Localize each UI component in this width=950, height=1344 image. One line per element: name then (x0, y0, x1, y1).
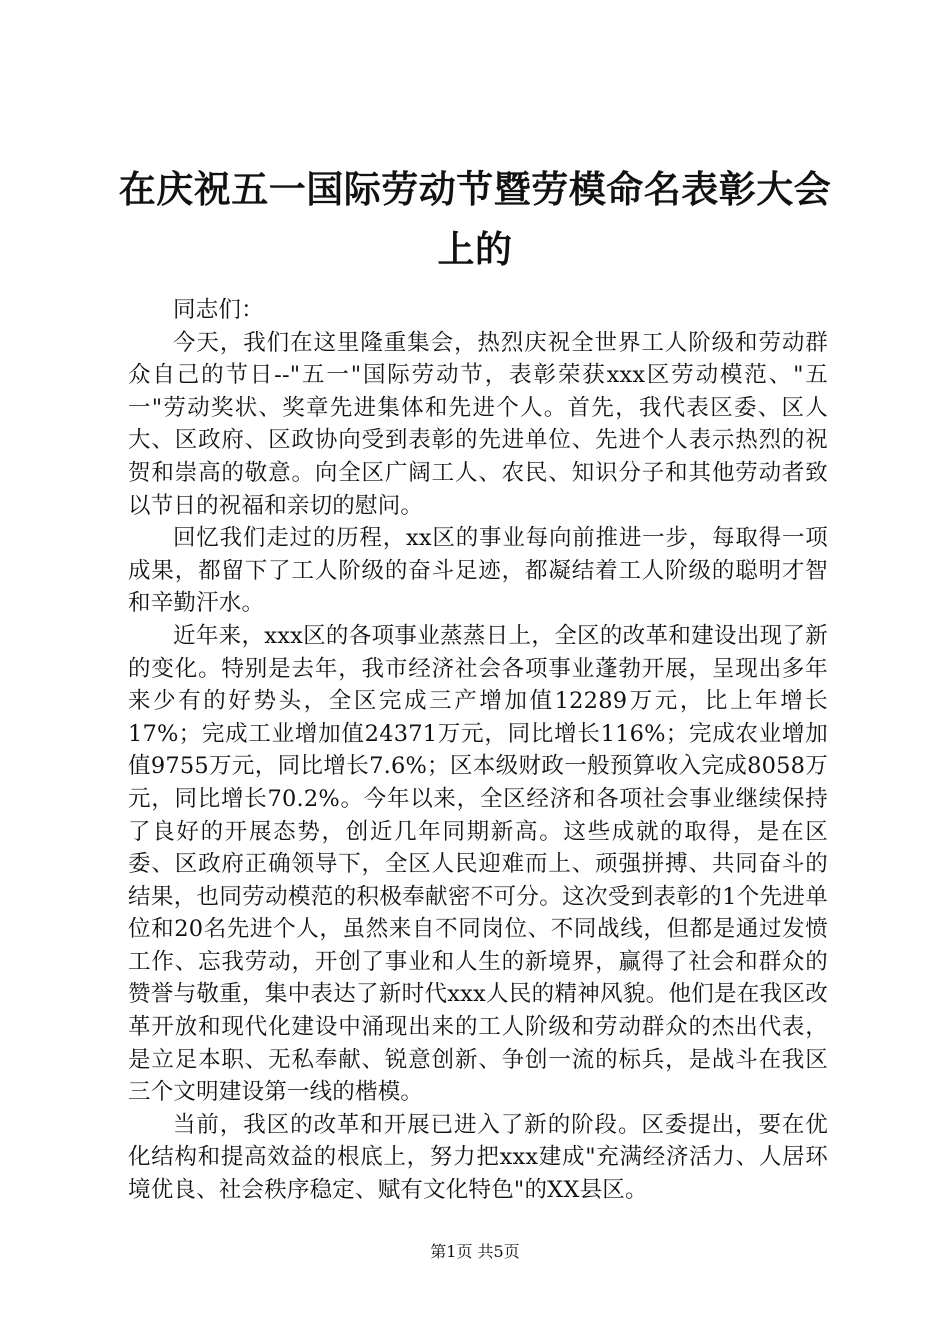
paragraph: 近年来，xxx区的各项事业蒸蒸日上，全区的改革和建设出现了新的变化。特别是去年，我市经济社会各项事业蓬勃开展，呈现出多年来少有的好势头，全区完成三产增加值12289万元，比上年增长17%；完成工业增加值24371万元，同比增长116%；完成农业增加值9755万元，同比增长7.6%；区本级财政一般预算收入完成8058万元，同比增长70.2%。今年以来，全区经济和各项社会事业继续保持了良好的开展态势，创近几年同期新高。这些成就的取得，是在区委、区政府正确领导下，全区人民迎难而上、顽强拼搏、共同奋斗的结果，也同劳动模范的积极奉献密不可分。这次受到表彰的1个先进单位和20名先进个人，虽然来自不同岗位、不同战线，但都是通过发愤工作、忘我劳动，开创了事业和人生的新境界，赢得了社会和群众的赞誉与敬重，集中表达了新时代xxx人民的精神风貌。他们是在我区改革开放和现代化建设中涌现出来的工人阶级和劳动群众的杰出代表，是立足本职、无私奉献、锐意创新、争创一流的标兵，是战斗在我区三个文明建设第一线的楷模。 (128, 622, 828, 1106)
page-number-footer: 第1页 共5页 (430, 1242, 520, 1261)
paragraph: 当前，我区的改革和开展已进入了新的阶段。区委提出，要在优化结构和提高效益的根底上，努力把xxx建成"充满经济活力、人居环境优良、社会秩序稳定、赋有文化特色"的XX县区。 (128, 1111, 828, 1204)
paragraph: 今天，我们在这里隆重集会，热烈庆祝全世界工人阶级和劳动群众自己的节日--"五一"国际劳动节，表彰荣获xxx区劳动模范、"五一"劳动奖状、奖章先进集体和先进个人。首先，我代表区委、区人大、区政府、区政协向受到表彰的先进单位、先进个人表示热烈的祝贺和崇高的敬意。向全区广阔工人、农民、知识分子和其他劳动者致以节日的祝福和亲切的慰问。 (128, 329, 828, 519)
paragraph: 回忆我们走过的历程，xx区的事业每向前推进一步，每取得一项成果，都留下了工人阶级的奋斗足迹，都凝结着工人阶级的聪明才智和辛勤汗水。 (128, 525, 828, 617)
document-title: 在庆祝五一国际劳动节暨劳模命名表彰大会上的 (118, 168, 832, 271)
document-body (128, 294, 828, 1207)
salutation: 同志们： (173, 297, 264, 323)
